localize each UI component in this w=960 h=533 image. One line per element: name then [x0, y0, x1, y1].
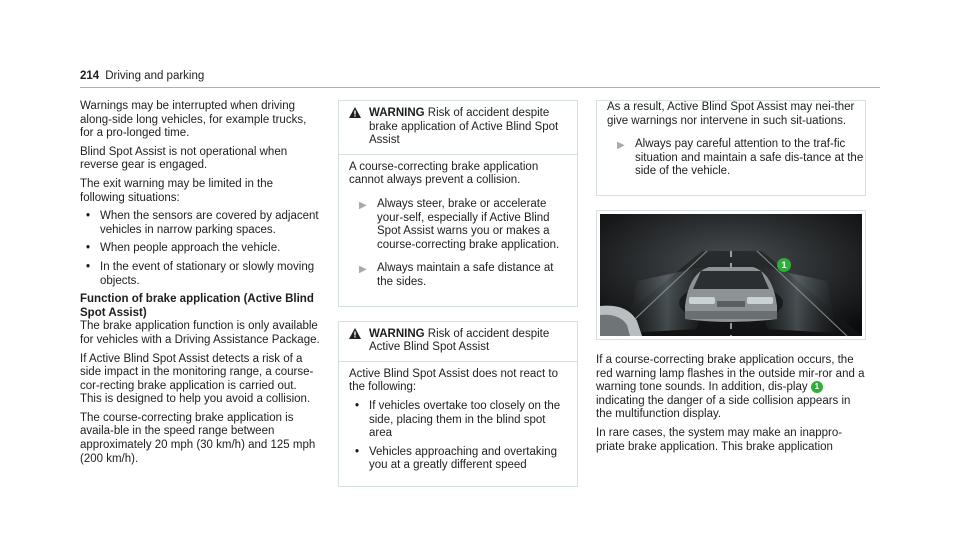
- warning-body: [339, 362, 577, 486]
- section-heading: Function of brake application (Active Blind Spot Assist): [80, 293, 314, 319]
- paragraph: The exit warning may be limited in the following situations:: [80, 177, 274, 204]
- warning-header: [339, 322, 577, 362]
- list-item: • When people approach the vehicle.: [86, 242, 281, 255]
- paragraph: If a course-correcting brake application occurs, the red warning lamp flashes in the outside mir-ror and a warning tone sounds. In addition, dis-play 1 indicating the danger of a side collision appears in the multifunction display.: [596, 353, 865, 421]
- header-rule: [80, 87, 880, 88]
- paragraph: As a result, Active Blind Spot Assist may nei-ther give warnings nor intervene in such sit-uations.: [607, 101, 855, 127]
- callout-1-icon: 1: [811, 381, 823, 393]
- paragraph: In rare cases, the system may make an inappro-priate brake application. This brake application: [596, 426, 843, 453]
- warning-label: WARNING: [369, 327, 425, 340]
- list-item: • If vehicles overtake too closely on the side, placing them in the blind spot area: [355, 399, 561, 440]
- warning-label: WARNING: [369, 107, 425, 119]
- bullet-icon: •: [355, 399, 360, 412]
- section-title: Driving and parking: [105, 70, 205, 82]
- arrow-right-icon: ▶: [617, 140, 625, 152]
- action-item: ▶ Always maintain a safe distance at the sides.: [359, 262, 554, 288]
- blind-spot-illustration: [597, 211, 865, 339]
- warning-triangle-icon: [349, 107, 369, 148]
- action-item: ▶ Always pay careful attention to the traf-fic situation and maintain a safe dis-tance at the side of the vehicle.: [617, 138, 864, 178]
- bullet-icon: •: [86, 210, 91, 223]
- column-3: [596, 100, 866, 459]
- bullet-icon: •: [86, 242, 91, 255]
- list-item: • Vehicles approaching and overtaking you at a greatly different speed: [355, 445, 557, 472]
- warning-box: [338, 321, 578, 487]
- bullet-icon: •: [355, 445, 360, 458]
- warning-title: Risk of accident despite brake application of Active Blind Spot Assist: [369, 107, 559, 147]
- paragraph: Active Blind Spot Assist does not react to the following:: [349, 367, 559, 394]
- page-header: [80, 70, 204, 82]
- callout-1-icon: 1: [777, 258, 791, 272]
- info-box: [596, 100, 866, 196]
- warning-body: [339, 155, 577, 306]
- column-2: [338, 100, 578, 501]
- illustration-frame: [596, 210, 866, 340]
- paragraph: The brake application function is only available for vehicles with a Driving Assistance Package.: [80, 320, 320, 346]
- page-number: 214: [80, 70, 100, 82]
- warning-box: [338, 100, 578, 307]
- paragraph: A course-correcting brake application cannot always prevent a collision.: [349, 160, 539, 187]
- paragraph: If Active Blind Spot Assist detects a risk of a side impact in the monitoring range, a course-cor-recting brake application is carried out. This is designed to help you avoid a collision.: [80, 352, 314, 406]
- list-item: • In the event of stationary or slowly moving objects.: [86, 260, 315, 287]
- paragraph: The course-correcting brake application is availa-ble in the speed range between approximately 20 mph (30 km/h) and 125 mph (200 km/h).: [80, 411, 316, 465]
- warning-header: [339, 101, 577, 155]
- arrow-right-icon: ▶: [359, 199, 367, 211]
- paragraph: Blind Spot Assist is not operational when reverse gear is engaged.: [80, 145, 288, 172]
- paragraph: Warnings may be interrupted when driving along-side long vehicles, for example trucks, for a pro-longed time.: [80, 100, 307, 140]
- warning-title: Risk of accident despite Active Blind Spot Assist: [369, 327, 550, 354]
- bullet-icon: •: [86, 260, 91, 273]
- column-1: [80, 100, 320, 471]
- list-item: • When the sensors are covered by adjacent vehicles in narrow parking spaces.: [86, 210, 319, 236]
- action-item: ▶ Always steer, brake or accelerate your-self, especially if Active Blind Spot Assist warns you or makes a course-correcting brake application.: [359, 197, 560, 251]
- arrow-right-icon: ▶: [359, 264, 367, 276]
- warning-triangle-icon: [349, 328, 369, 355]
